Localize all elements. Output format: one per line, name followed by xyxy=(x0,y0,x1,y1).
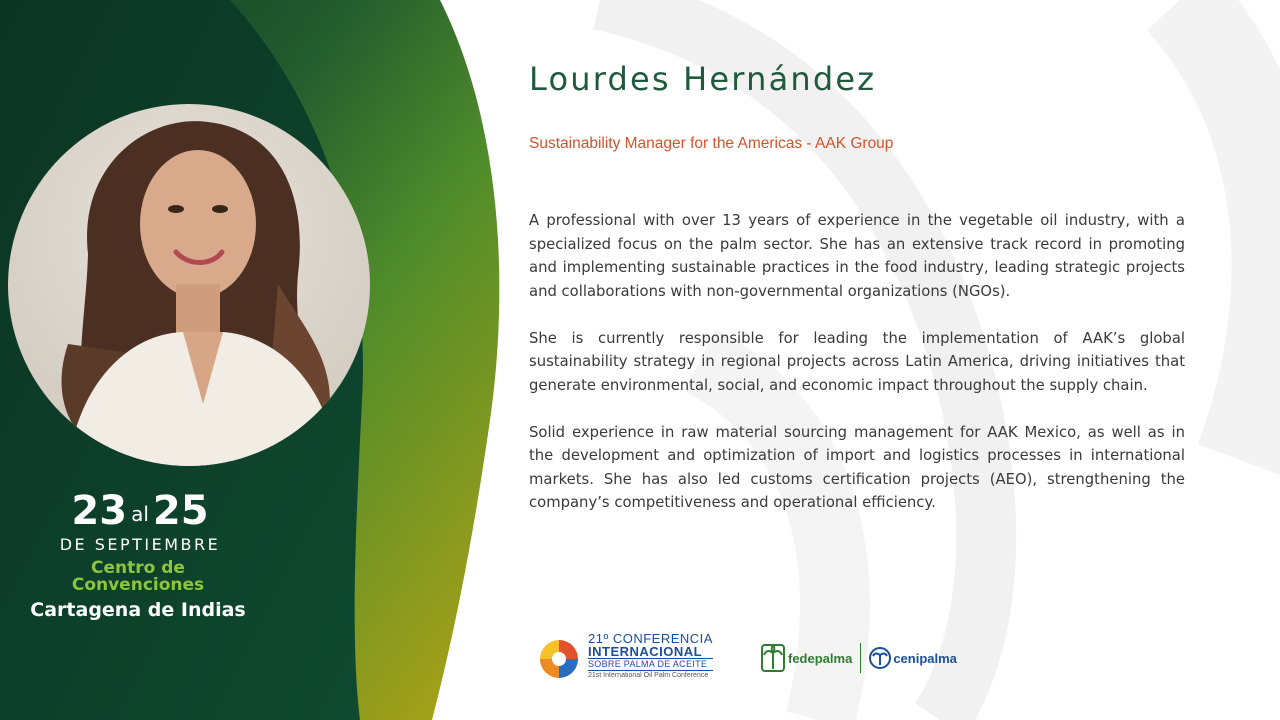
partner-logos xyxy=(760,640,957,676)
fedepalma-palm-icon xyxy=(760,643,786,673)
conference-line1: 21º CONFERENCIA xyxy=(588,631,713,646)
conference-line3: SOBRE PALMA DE ACEITE xyxy=(588,658,713,671)
conference-emblem-icon xyxy=(538,638,580,680)
cenipalma-emblem-icon xyxy=(869,647,891,669)
bio-paragraph-3: Solid experience in raw material sourcing management for AAK Mexico, as well as in the development and optimization of import and logistics processes in international markets. She has also led customs certification projects (AEO), strengthening the company’s competitiveness and operational efficiency. xyxy=(529,423,1185,511)
logo-divider xyxy=(860,643,861,673)
date-end: 25 xyxy=(152,488,209,534)
bio-paragraph-1: A professional with over 13 years of experience in the vegetable oil industry, with a specialized focus on the palm sector. She has an extensive track record in promoting and implementing sustainable practices in the food industry, leading strategic projects and collaborations with non-governmental organizations (NGOs). xyxy=(529,212,1185,300)
bio-paragraph-2: She is currently responsible for leading the implementation of AAK’s global sustainability strategy in regional projects across Latin America, driving initiatives that generate environmental, social, and economic impact throughout the supply chain. xyxy=(529,329,1185,394)
date-connector: al xyxy=(131,502,149,526)
date-start: 23 xyxy=(71,488,128,534)
conference-line2: INTERNACIONAL xyxy=(588,644,703,659)
fedepalma-label: fedepalma xyxy=(788,650,853,666)
cenipalma-label: cenipalma xyxy=(893,650,957,666)
venue-line1: Centro de xyxy=(91,558,185,578)
conference-line4: 21st International Oil Palm Conference xyxy=(588,672,709,679)
venue-city: Cartagena de Indias xyxy=(30,599,246,621)
speaker-bio xyxy=(529,209,1185,538)
date-range xyxy=(22,488,258,537)
speaker-name: Lourdes Hernández xyxy=(529,60,877,98)
date-month: DE SEPTIEMBRE xyxy=(59,535,221,554)
conference-logo xyxy=(538,632,738,684)
speaker-role: Sustainability Manager for the Americas - AAK Group xyxy=(529,135,894,152)
venue-line2: Convenciones xyxy=(71,575,205,595)
event-date xyxy=(22,488,258,554)
speaker-photo xyxy=(8,104,370,466)
event-venue xyxy=(0,560,276,623)
